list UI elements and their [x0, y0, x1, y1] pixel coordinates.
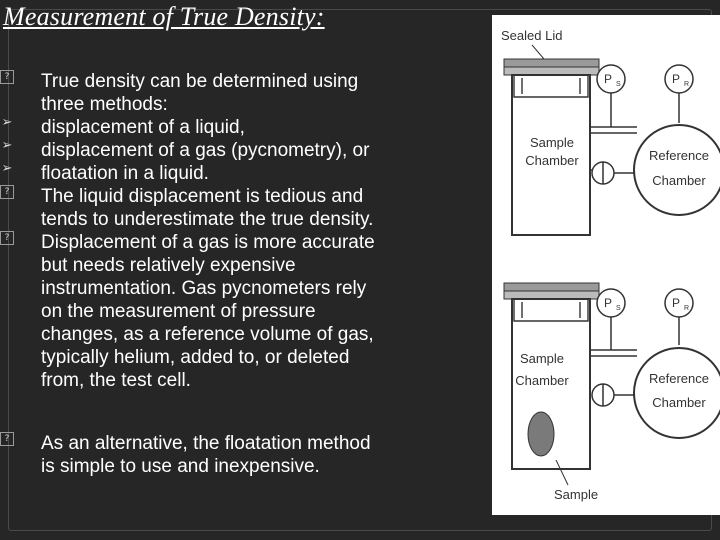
square-bullet-icon: ?	[0, 185, 14, 199]
sample-object	[528, 412, 554, 456]
sample-pointer	[556, 460, 568, 485]
bullet-text: As an alternative, the floatation method	[41, 433, 371, 454]
bullet-text: three methods:	[41, 94, 168, 115]
lid-top-1	[504, 59, 599, 67]
square-bullet-icon: ?	[0, 231, 14, 245]
pycnometer-diagram-svg	[492, 15, 720, 515]
lid-ridge-1	[504, 67, 599, 75]
sample-chamber-1-label: Sample	[529, 135, 575, 150]
arrow-bullet-icon: ➢	[1, 161, 13, 176]
reference-chamber-2-label: Reference	[649, 371, 709, 386]
ps-label: P	[603, 72, 613, 86]
lid-ridge-2	[504, 291, 599, 299]
sample-chamber-1-label2: Chamber	[525, 153, 579, 168]
lid-thread-2	[514, 299, 588, 321]
bullet-text: instrumentation. Gas pycnometers rely	[41, 278, 367, 299]
pycnometer-diagram	[492, 15, 720, 515]
bullet-text: True density can be determined using	[41, 71, 359, 92]
square-bullet-icon: ?	[0, 70, 14, 84]
bullet-text: tends to underestimate the true density.	[41, 209, 374, 230]
reference-chamber-1-label: Reference	[649, 148, 709, 163]
sealed-lid-label: Sealed Lid	[501, 28, 563, 43]
bullet-text: displacement of a liquid,	[41, 117, 245, 138]
lid-top-2	[504, 283, 599, 291]
bullet-text: is simple to use and inexpensive.	[41, 456, 320, 477]
pr-sub-label: R	[684, 81, 690, 88]
bullet-text: typically helium, added to, or deleted	[41, 347, 350, 368]
sample-chamber-2-label: Sample	[519, 351, 565, 366]
bullet-text: changes, as a reference volume of gas,	[41, 324, 374, 345]
arrow-bullet-icon: ➢	[1, 138, 13, 153]
reference-chamber-1	[634, 125, 720, 215]
bullet-text: from, the test cell.	[41, 370, 191, 391]
lid-thread-1	[514, 75, 588, 97]
bullet-text: on the measurement of pressure	[41, 301, 316, 322]
bullet-text: displacement of a gas (pycnometry), or	[41, 140, 370, 161]
pr-label: P	[671, 72, 681, 86]
reference-chamber-1-label2: Chamber	[652, 173, 706, 188]
bullet-text: floatation in a liquid.	[41, 163, 209, 184]
sample-label: Sample	[554, 487, 599, 502]
ps-label-2: P	[603, 296, 613, 310]
arrow-bullet-icon: ➢	[1, 115, 13, 130]
bullet-text: Displacement of a gas is more accurate	[41, 232, 375, 253]
sample-chamber-2-label2: Chamber	[515, 373, 569, 388]
bullet-text: but needs relatively expensive	[41, 255, 296, 276]
pr-label-2: P	[671, 296, 681, 310]
sealed-lid-pointer	[532, 45, 544, 59]
pr-sub-label-2: R	[684, 305, 690, 312]
ps-sub-label-2: S	[616, 305, 621, 312]
square-bullet-icon: ?	[0, 432, 14, 446]
reference-chamber-2	[634, 348, 720, 438]
slide-title: Measurement of True Density:	[3, 2, 325, 31]
bullet-text: The liquid displacement is tedious and	[41, 186, 364, 207]
reference-chamber-2-label2: Chamber	[652, 395, 706, 410]
ps-sub-label: S	[616, 81, 621, 88]
